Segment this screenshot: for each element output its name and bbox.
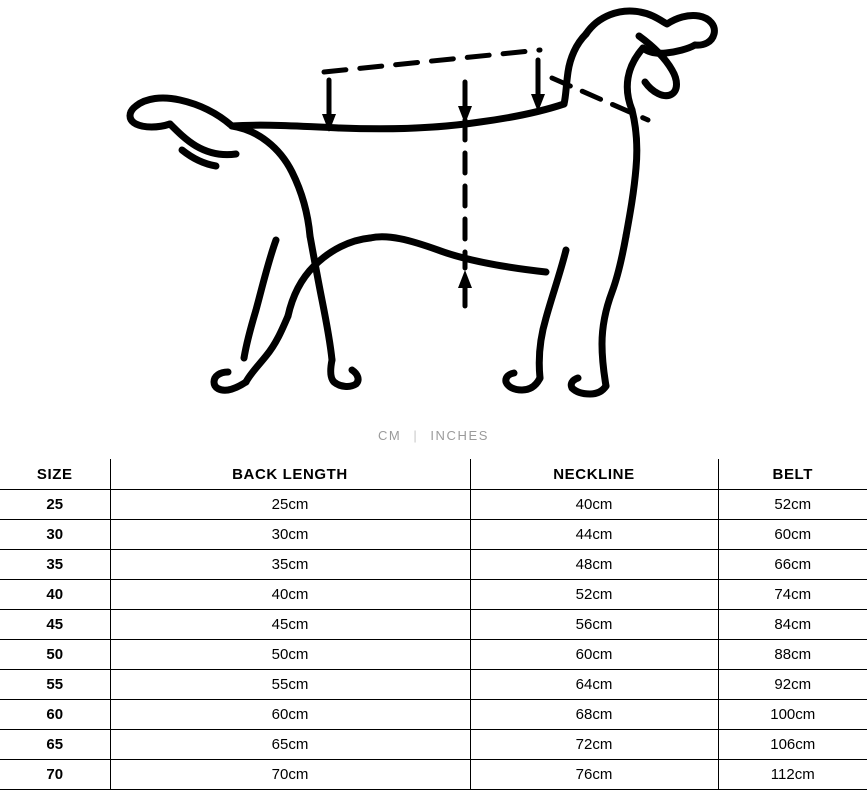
cell-neckline: 56cm (470, 610, 718, 640)
table-header-row (0, 459, 867, 490)
cell-neckline: 68cm (470, 700, 718, 730)
size-chart-table (0, 459, 867, 790)
cell-belt: 106cm (718, 730, 867, 760)
cell-back-length: 25cm (110, 490, 470, 520)
table-row (0, 700, 867, 730)
cell-size: 55 (0, 670, 110, 700)
table-row (0, 550, 867, 580)
unit-inches-option[interactable]: INCHES (430, 428, 490, 443)
cell-neckline: 72cm (470, 730, 718, 760)
table-row (0, 730, 867, 760)
cell-back-length: 50cm (110, 640, 470, 670)
cell-back-length: 65cm (110, 730, 470, 760)
cell-belt: 92cm (718, 670, 867, 700)
cell-belt: 74cm (718, 580, 867, 610)
table-row (0, 610, 867, 640)
cell-back-length: 35cm (110, 550, 470, 580)
cell-back-length: 40cm (110, 580, 470, 610)
cell-size: 60 (0, 700, 110, 730)
unit-separator: | (413, 428, 419, 443)
cell-neckline: 48cm (470, 550, 718, 580)
cell-size: 70 (0, 760, 110, 790)
cell-belt: 84cm (718, 610, 867, 640)
cell-neckline: 76cm (470, 760, 718, 790)
column-header-belt: BELT (718, 459, 867, 490)
cell-back-length: 45cm (110, 610, 470, 640)
table-row (0, 670, 867, 700)
cell-belt: 112cm (718, 760, 867, 790)
cell-back-length: 60cm (110, 700, 470, 730)
cell-belt: 66cm (718, 550, 867, 580)
column-header-back-length: BACK LENGTH (110, 459, 470, 490)
table-row (0, 580, 867, 610)
table-row (0, 640, 867, 670)
cell-size: 65 (0, 730, 110, 760)
cell-size: 50 (0, 640, 110, 670)
column-header-size: SIZE (0, 459, 110, 490)
cell-neckline: 52cm (470, 580, 718, 610)
cell-belt: 100cm (718, 700, 867, 730)
cell-size: 45 (0, 610, 110, 640)
unit-toggle[interactable] (0, 428, 867, 443)
cell-neckline: 60cm (470, 640, 718, 670)
cell-neckline: 64cm (470, 670, 718, 700)
cell-neckline: 44cm (470, 520, 718, 550)
table-row (0, 520, 867, 550)
cell-neckline: 40cm (470, 490, 718, 520)
cell-size: 25 (0, 490, 110, 520)
cell-back-length: 55cm (110, 670, 470, 700)
dog-outline-drawing (130, 11, 714, 394)
cell-belt: 52cm (718, 490, 867, 520)
cell-size: 30 (0, 520, 110, 550)
cell-belt: 60cm (718, 520, 867, 550)
table-row (0, 490, 867, 520)
cell-belt: 88cm (718, 640, 867, 670)
column-header-neckline: NECKLINE (470, 459, 718, 490)
cell-size: 35 (0, 550, 110, 580)
cell-back-length: 70cm (110, 760, 470, 790)
table-row (0, 760, 867, 790)
cell-size: 40 (0, 580, 110, 610)
cell-back-length: 30cm (110, 520, 470, 550)
unit-cm-option[interactable]: CM (377, 428, 402, 443)
